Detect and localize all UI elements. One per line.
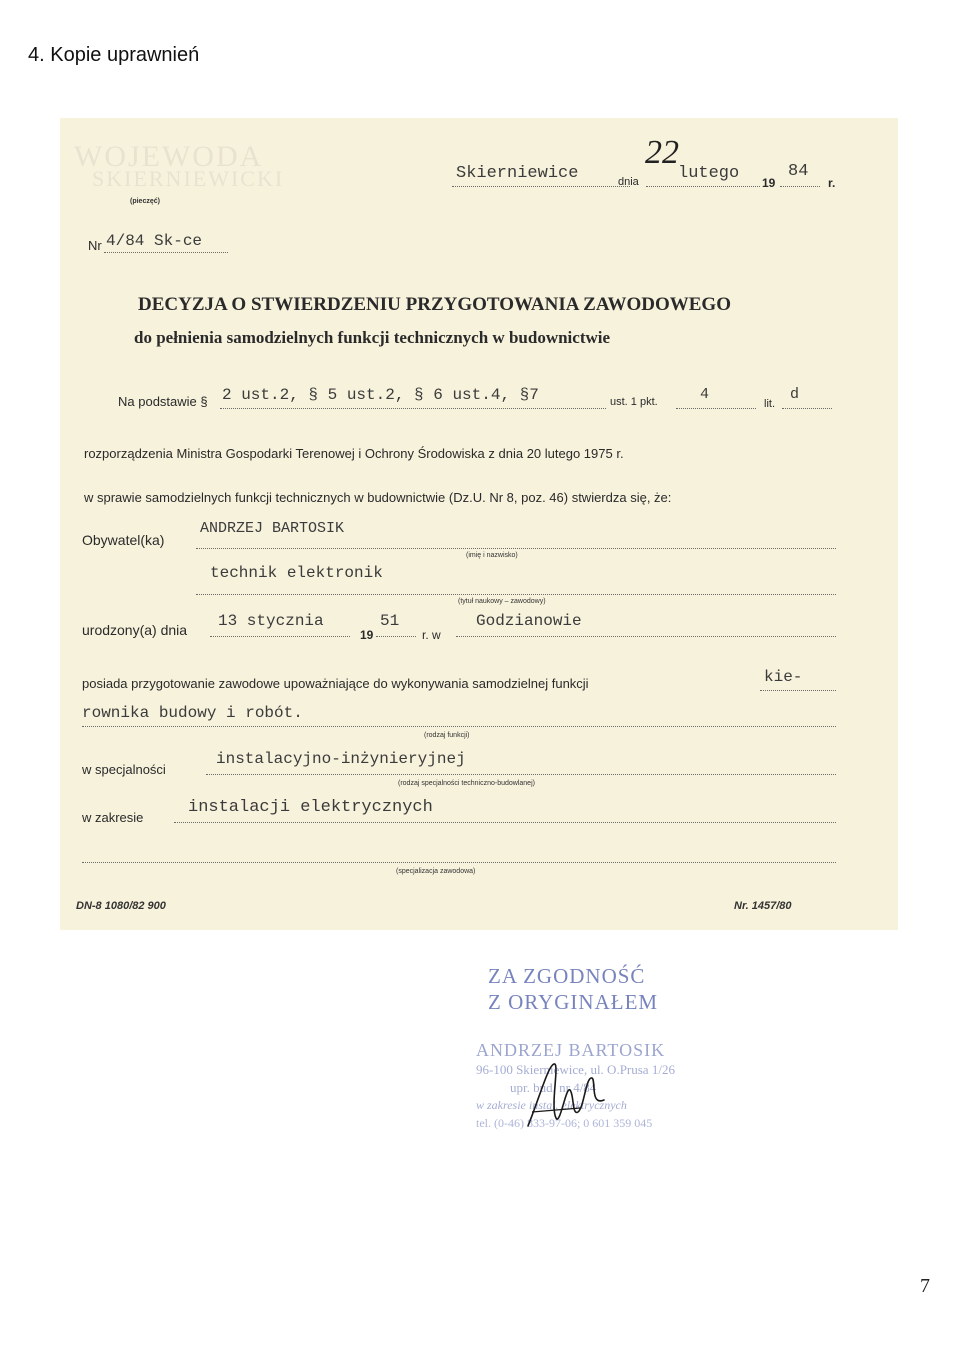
pieczec-label: (pieczęć) [130,198,160,205]
born-place-label: r. w [422,628,441,642]
basis-label: Na podstawie § [118,394,208,409]
basis-pkt-value: 4 [700,386,710,403]
stamp-address: 96-100 Skierniewice, ul. O.Prusa 1/26 [476,1062,675,1077]
basis-lit-label: lit. [764,398,775,410]
year-r-label: r. [828,176,836,190]
regulation-line: rozporządzenia Ministra Gospodarki Terenowej i Ochrony Środowiska z dnia 20 lutego 1975 r. [84,446,624,461]
page-number: 7 [920,1275,930,1297]
month: lutego [678,164,740,183]
year-prefix: 19 [762,176,776,190]
born-year-prefix: 19 [360,628,374,642]
specialty-caption: (rodzaj specjalności techniczno-budowlanej) [398,780,535,787]
citizen-label: Obywatel(ka) [82,532,165,548]
decision-title: DECYZJA O STWIERDZENIU PRZYGOTOWANIA ZAWODOWEGO [138,294,731,315]
specialty-value: instalacyjno-inżynieryjnej [216,750,466,768]
nr-value: 4/84 Sk-ce [106,232,203,250]
scope-label: w zakresie [82,810,144,825]
nr-label: Nr [88,238,102,253]
basis-lit-value: d [790,386,800,403]
basis-value: 2 ust.2, § 5 ust.2, § 6 ust.4, §7 [222,386,539,404]
certify-line1: ZA ZGODNOŚĆ [488,964,646,988]
signature-icon [520,1056,610,1136]
born-label: urodzony(a) dnia [82,622,188,638]
qualification-line: posiada przygotowanie zawodowe upoważniające do wykonywania samodzielnej funkcji [82,676,589,691]
born-date: 13 stycznia [218,612,324,630]
born-year: 51 [380,612,400,630]
stamp-scope: w zakresie instal. elektrycznych [476,1098,627,1112]
scope-value: instalacji elektrycznych [188,798,433,817]
citizen-name: ANDRZEJ BARTOSIK [200,520,345,537]
decision-subtitle: do pełnienia samodzielnych funkcji technicznych w budownictwie [134,328,611,347]
born-place: Godzianowie [476,612,582,630]
function-value-part1: kie- [764,668,803,686]
matter-line: w sprawie samodzielnych funkcji technicznych w budownictwie (Dz.U. Nr 8, poz. 46) stwierdza się, że: [84,490,672,505]
function-value-part2: rownika budowy i robót. [82,704,303,722]
register-number: Nr. 1457/80 [734,900,792,912]
faint-stamp-top: WOJEWODA [74,140,264,173]
function-caption: (rodzaj funkcji) [424,732,470,739]
faint-stamp-bottom: SKIERNIEWICKI [92,166,285,191]
section-title: 4. Kopie uprawnień [28,44,200,66]
citizen-caption: (imię i nazwisko) [466,552,518,559]
professional-title-caption: (tytuł naukowy – zawodowy) [458,598,546,605]
place: Skierniewice [456,164,579,183]
dnia-label: dnia [618,176,639,188]
stamp-license: upr. bud. nr 4/84 [510,1080,597,1095]
certify-line2: Z ORYGINAŁEM [488,990,659,1014]
stamp-name: ANDRZEJ BARTOSIK [476,1040,666,1060]
specialty-label: w specjalności [82,762,166,777]
form-code: DN-8 1080/82 900 [76,900,166,912]
professional-title: technik elektronik [210,564,383,582]
decision-document [60,118,898,930]
year: 84 [788,162,809,181]
basis-ust-label: ust. 1 pkt. [610,396,658,408]
stamp-phone: tel. (0-46) 833-97-06; 0 601 359 045 [476,1116,653,1130]
scope-caption: (specjalizacja zawodowa) [396,868,476,875]
day-handwritten: 22 [645,134,679,171]
